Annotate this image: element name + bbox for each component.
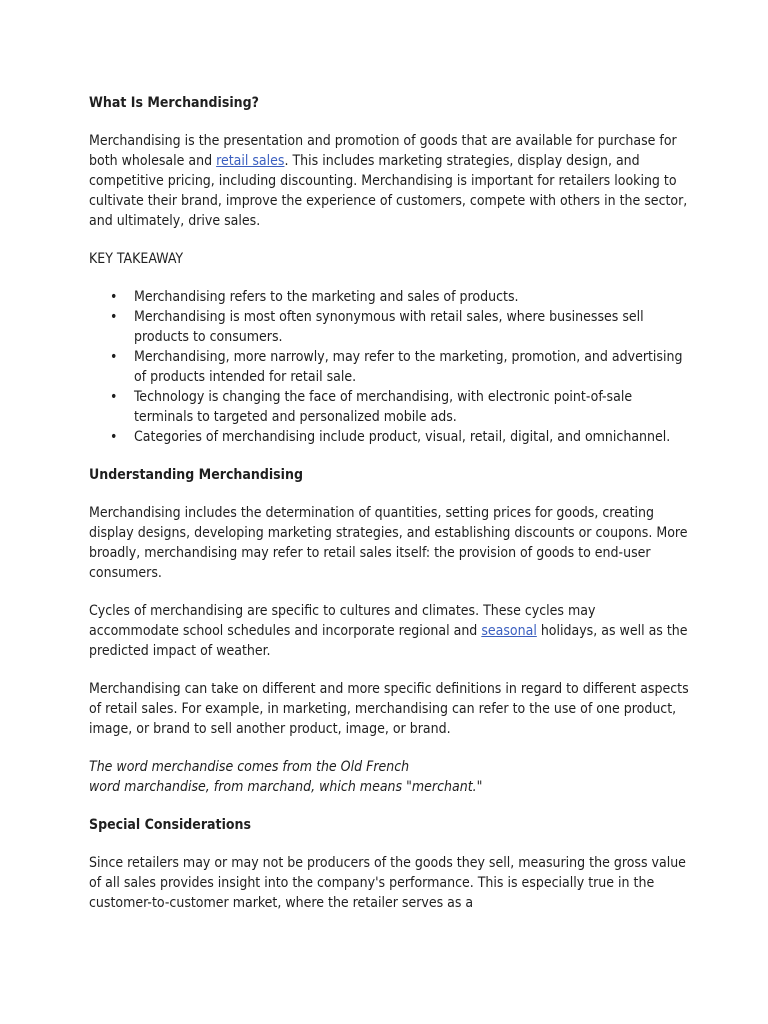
bullet-icon: • xyxy=(110,349,118,365)
list-item-text: Technology is changing the face of merchandising, with electronic point-of-sale terminals to targeted and personalized mobile ads. xyxy=(134,389,633,425)
list-item-text: Merchandising, more narrowly, may refer to the marketing, promotion, and advertising of products intended for retail sale. xyxy=(134,349,683,385)
paragraph-definitions: Merchandising can take on different and more specific definitions in regard to different aspects of retail sales. For example, in marketing, merchandising can refer to the use of one product, image, or brand to sell another product, image, or brand. xyxy=(89,681,689,737)
paragraph-understanding: Merchandising includes the determination of quantities, setting prices for goods, creating display designs, developing marketing strategies, and establishing discounts or coupons. More broadly, merchandising may refer to retail sales itself: the provision of goods to end-user consumers. xyxy=(89,505,688,581)
list-item xyxy=(89,427,689,447)
key-takeaway-list xyxy=(89,287,689,447)
etymology-quote-line-1: The word merchandise comes from the Old French xyxy=(89,759,410,775)
list-item xyxy=(89,287,689,307)
heading-what-is-merchandising: What Is Merchandising? xyxy=(89,95,259,111)
paragraph-definition-text-start: Merchandising is the presentation and promotion of goods that are available for purchase for both wholesale and xyxy=(89,133,677,169)
seasonal-link[interactable]: seasonal xyxy=(481,623,537,639)
list-item xyxy=(89,387,689,427)
article-body xyxy=(89,93,689,913)
etymology-quote-line-2: word marchandise, from marchand, which means "merchant." xyxy=(89,779,483,795)
bullet-icon: • xyxy=(110,309,118,325)
retail-sales-link[interactable]: retail sales xyxy=(216,153,285,169)
paragraph-cycles-text-start: Cycles of merchandising are specific to cultures and climates. These cycles may accommodate school schedules and incorporate regional and xyxy=(89,603,596,639)
heading-special-considerations: Special Considerations xyxy=(89,817,252,833)
paragraph-cycles xyxy=(89,601,689,661)
list-item-text: Merchandising refers to the marketing and sales of products. xyxy=(134,289,519,305)
bullet-icon: • xyxy=(110,429,118,445)
list-item-text: Categories of merchandising include product, visual, retail, digital, and omnichannel. xyxy=(134,429,671,445)
paragraph-definition xyxy=(89,131,689,231)
bullet-icon: • xyxy=(110,289,118,305)
list-item-text: Merchandising is most often synonymous with retail sales, where businesses sell products to consumers. xyxy=(134,309,644,345)
list-item xyxy=(89,307,689,347)
bullet-icon: • xyxy=(110,389,118,405)
etymology-quote xyxy=(89,757,689,797)
key-takeaway-label: KEY TAKEAWAY xyxy=(89,251,184,267)
heading-understanding-merchandising: Understanding Merchandising xyxy=(89,467,303,483)
paragraph-special-considerations: Since retailers may or may not be producers of the goods they sell, measuring the gross value of all sales provides insight into the company's performance. This is especially true in the customer-to-customer market, where the retailer serves as a xyxy=(89,855,686,911)
paragraph-definition-text-end: . This includes marketing strategies, display design, and competitive pricing, including discounting. Merchandising is important for retailers looking to cultivate their brand, improve the experience of customers, compete with others in the sector, and ultimately, drive sales. xyxy=(89,153,688,229)
paragraph-cycles-text-end: holidays, as well as the predicted impact of weather. xyxy=(89,623,688,659)
list-item xyxy=(89,347,689,387)
